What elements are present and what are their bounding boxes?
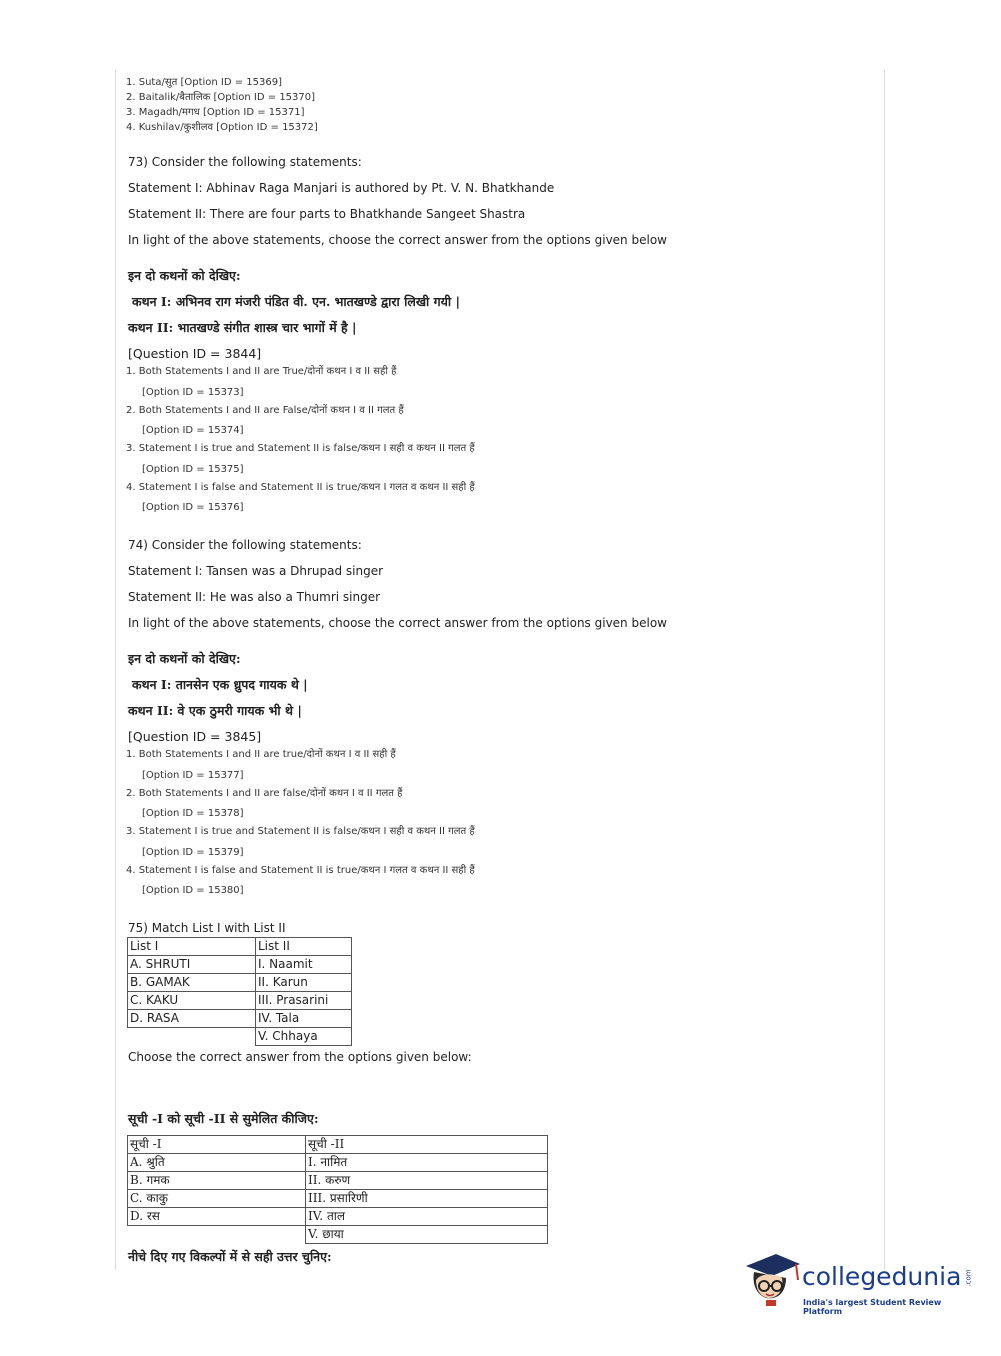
q73-statement-1: Statement I: Abhinav Raga Manjari is authored by Pt. V. N. Bhatkhande — [128, 181, 555, 195]
table-cell: II. करुण — [306, 1172, 548, 1190]
q73-instruction: In light of the above statements, choose the correct answer from the options given below — [128, 233, 667, 247]
q72-option-4: 4. Kushilav/कुशीलव [Option ID = 15372] — [126, 122, 318, 133]
q73-option-3: 3. Statement I is true and Statement II is false/कथन I सही व कथन II गलत हैं — [126, 443, 475, 454]
table-cell: List II — [256, 938, 352, 956]
q74-question-id: [Question ID = 3845] — [128, 729, 262, 744]
table-cell: D. RASA — [128, 1010, 256, 1028]
table-cell: I. नामित — [306, 1154, 548, 1172]
q75-hindi-heading: सूची -I को सूची -II से सुमेलित कीजिए: — [128, 1111, 319, 1126]
q75-heading: 75) Match List I with List II — [128, 921, 286, 935]
table-cell: III. Prasarini — [256, 992, 352, 1010]
q74-option-4-id: [Option ID = 15380] — [142, 885, 244, 896]
table-cell: सूची -II — [306, 1136, 548, 1154]
q74-option-2-id: [Option ID = 15378] — [142, 808, 244, 819]
table-row — [128, 992, 352, 1010]
table-row — [128, 956, 352, 974]
table-cell: सूची -I — [128, 1136, 306, 1154]
table-cell: B. GAMAK — [128, 974, 256, 992]
q73-option-2: 2. Both Statements I and II are False/दोनों कथन I व II गलत हैं — [126, 405, 404, 416]
q75-choose-hindi: नीचे दिए गए विकल्पों में से सही उत्तर चुनिए: — [128, 1249, 332, 1264]
table-cell: B. गमक — [128, 1172, 306, 1190]
q74-option-2: 2. Both Statements I and II are false/दोनों कथन I व II गलत हैं — [126, 788, 403, 799]
q73-option-3-id: [Option ID = 15375] — [142, 464, 244, 475]
table-row — [128, 1028, 352, 1046]
table-cell: A. श्रुति — [128, 1154, 306, 1172]
q72-option-2: 2. Baitalik/बैतालिक [Option ID = 15370] — [126, 92, 316, 103]
q73-option-1-id: [Option ID = 15373] — [142, 387, 244, 398]
table-cell: V. Chhaya — [256, 1028, 352, 1046]
table-row — [128, 1010, 352, 1028]
q75-choose-english: Choose the correct answer from the options given below: — [128, 1050, 472, 1064]
table-row — [128, 1190, 548, 1208]
table-row — [128, 1136, 548, 1154]
table-row — [128, 1226, 548, 1244]
table-cell: V. छाया — [306, 1226, 548, 1244]
logo-wordmark: collegedunia — [802, 1262, 962, 1291]
q75-match-table-hindi — [127, 1135, 548, 1244]
q74-option-1: 1. Both Statements I and II are true/दोनों कथन I व II सही हैं — [126, 749, 396, 760]
logo-com: .com — [964, 1269, 973, 1287]
q74-hindi-statement-1: कथन I: तानसेन एक ध्रुपद गायक थे | — [132, 677, 308, 692]
q74-option-3-id: [Option ID = 15379] — [142, 847, 244, 858]
q73-option-1: 1. Both Statements I and II are True/दोनों कथन I व II सही हैं — [126, 366, 397, 377]
q73-heading: 73) Consider the following statements: — [128, 155, 362, 169]
table-cell: List I — [128, 938, 256, 956]
table-row — [128, 938, 352, 956]
page-frame-right — [884, 70, 885, 1270]
q73-option-4-id: [Option ID = 15376] — [142, 502, 244, 513]
q72-option-1: 1. Suta/सुत [Option ID = 15369] — [126, 77, 283, 88]
table-cell: C. KAKU — [128, 992, 256, 1010]
table-cell: C. काकु — [128, 1190, 306, 1208]
q74-option-4: 4. Statement I is false and Statement II is true/कथन I गलत व कथन II सही हैं — [126, 865, 475, 876]
q74-statement-2: Statement II: He was also a Thumri singer — [128, 590, 381, 604]
q73-option-2-id: [Option ID = 15374] — [142, 425, 244, 436]
q73-hindi-statement-2: कथन II: भातखण्डे संगीत शास्त्र चार भागों में है | — [128, 320, 357, 335]
table-cell: III. प्रसारिणी — [306, 1190, 548, 1208]
q73-hindi-statement-1: कथन I: अभिनव राग मंजरी पंडित वी. एन. भातखण्डे द्वारा लिखी गयी | — [132, 294, 461, 309]
table-row — [128, 1208, 548, 1226]
q74-hindi-heading: इन दो कथनों को देखिए: — [128, 651, 241, 666]
q74-instruction: In light of the above statements, choose the correct answer from the options given below — [128, 616, 667, 630]
table-cell: II. Karun — [256, 974, 352, 992]
table-cell: IV. ताल — [306, 1208, 548, 1226]
table-cell — [128, 1028, 256, 1046]
logo-tagline: India's largest Student Review Platform — [803, 1298, 942, 1316]
table-cell: D. रस — [128, 1208, 306, 1226]
q74-hindi-statement-2: कथन II: वे एक ठुमरी गायक भी थे | — [128, 703, 302, 718]
q74-option-3: 3. Statement I is true and Statement II is false/कथन I सही व कथन II गलत हैं — [126, 826, 475, 837]
table-row — [128, 974, 352, 992]
q73-question-id: [Question ID = 3844] — [128, 346, 262, 361]
q74-option-1-id: [Option ID = 15377] — [142, 770, 244, 781]
table-row — [128, 1154, 548, 1172]
q72-option-3: 3. Magadh/मगध [Option ID = 15371] — [126, 107, 305, 118]
table-row — [128, 1172, 548, 1190]
q73-option-4: 4. Statement I is false and Statement II is true/कथन I गलत व कथन II सही हैं — [126, 482, 475, 493]
q74-statement-1: Statement I: Tansen was a Dhrupad singer — [128, 564, 384, 578]
mascot-icon — [742, 1250, 802, 1312]
table-cell: A. SHRUTI — [128, 956, 256, 974]
q73-statement-2: Statement II: There are four parts to Bhatkhande Sangeet Shastra — [128, 207, 526, 221]
q75-match-table-english — [127, 937, 352, 1046]
collegedunia-logo — [742, 1250, 972, 1320]
table-cell — [128, 1226, 306, 1244]
table-cell: I. Naamit — [256, 956, 352, 974]
table-cell: IV. Tala — [256, 1010, 352, 1028]
page-frame-left — [115, 70, 116, 1270]
q73-hindi-heading: इन दो कथनों को देखिए: — [128, 268, 241, 283]
q74-heading: 74) Consider the following statements: — [128, 538, 362, 552]
